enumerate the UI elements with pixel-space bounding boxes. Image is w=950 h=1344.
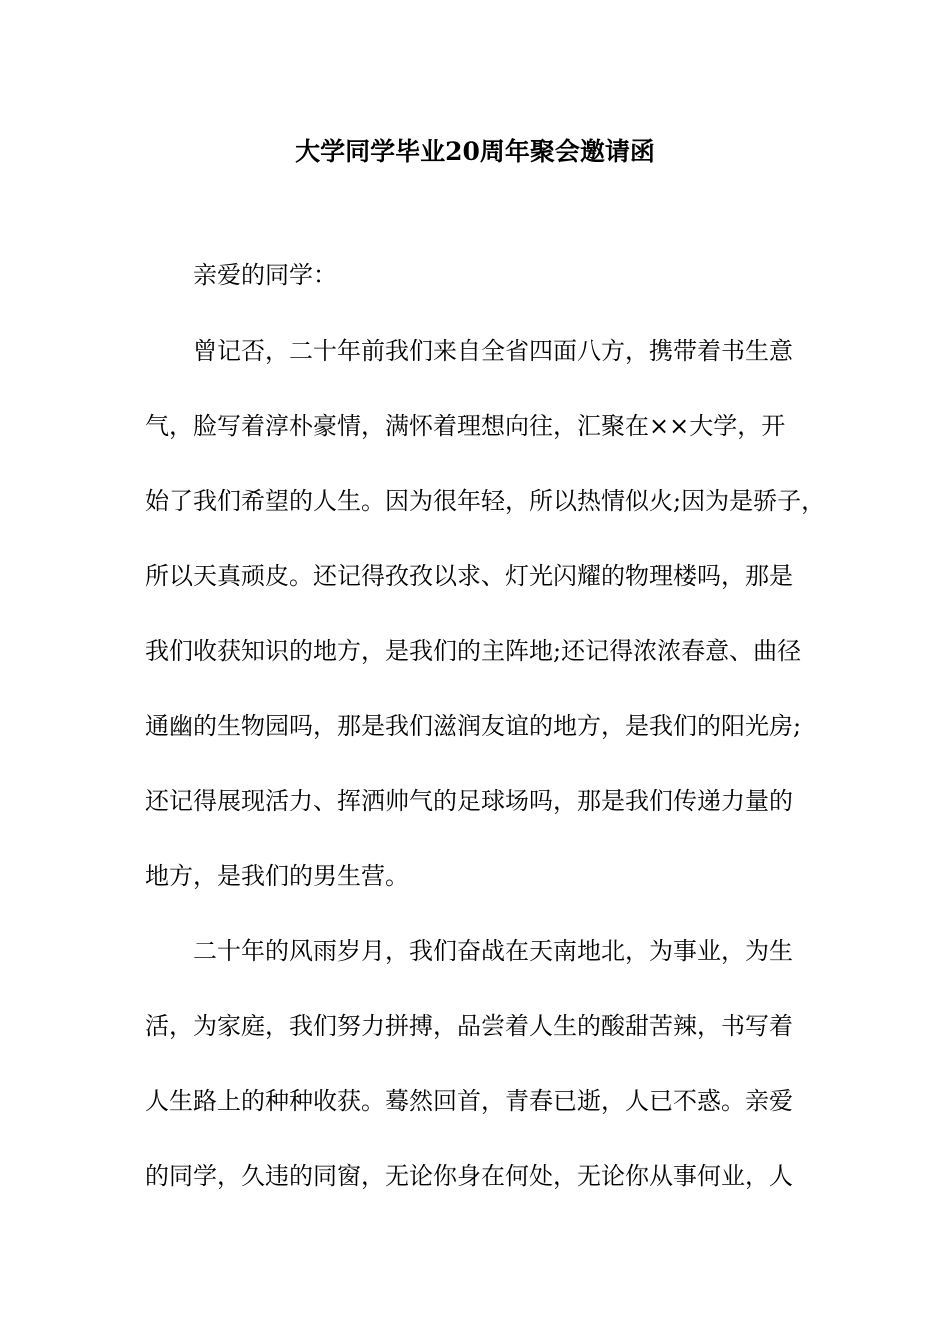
- paragraph-1-line-7: 还记得展现活力、挥洒帅气的足球场吗，那是我们传递力量的: [145, 787, 793, 815]
- document-title: 大学同学毕业20周年聚会邀请函: [295, 137, 655, 166]
- paragraph-1-line-3: 始了我们希望的人生。因为很年轻，所以热情似火;因为是骄子，: [145, 487, 825, 515]
- paragraph-2-line-2: 活，为家庭，我们努力拼搏，品尝着人生的酸甜苦辣，书写着: [145, 1012, 793, 1040]
- paragraph-2-line-4: 的同学，久违的同窗，无论你身在何处，无论你从事何业，人: [145, 1162, 793, 1190]
- paragraph-1-line-5: 我们收获知识的地方，是我们的主阵地;还记得浓浓春意、曲径: [145, 637, 802, 665]
- salutation: 亲爱的同学：: [193, 261, 337, 289]
- paragraph-2-line-1: 二十年的风雨岁月，我们奋战在天南地北，为事业，为生: [193, 937, 793, 965]
- paragraph-1-line-1: 曾记否，二十年前我们来自全省四面八方，携带着书生意: [193, 337, 793, 365]
- paragraph-1-line-2: 气，脸写着淳朴豪情，满怀着理想向往，汇聚在××大学，开: [145, 412, 786, 440]
- paragraph-2-line-3: 人生路上的种种收获。蓦然回首，青春已逝，人已不惑。亲爱: [145, 1087, 793, 1115]
- paragraph-1-line-8: 地方，是我们的男生营。: [145, 862, 409, 890]
- paragraph-1-line-6: 通幽的生物园吗，那是我们滋润友谊的地方，是我们的阳光房;: [145, 712, 802, 740]
- paragraph-1-line-4: 所以天真顽皮。还记得孜孜以求、灯光闪耀的物理楼吗，那是: [145, 562, 793, 590]
